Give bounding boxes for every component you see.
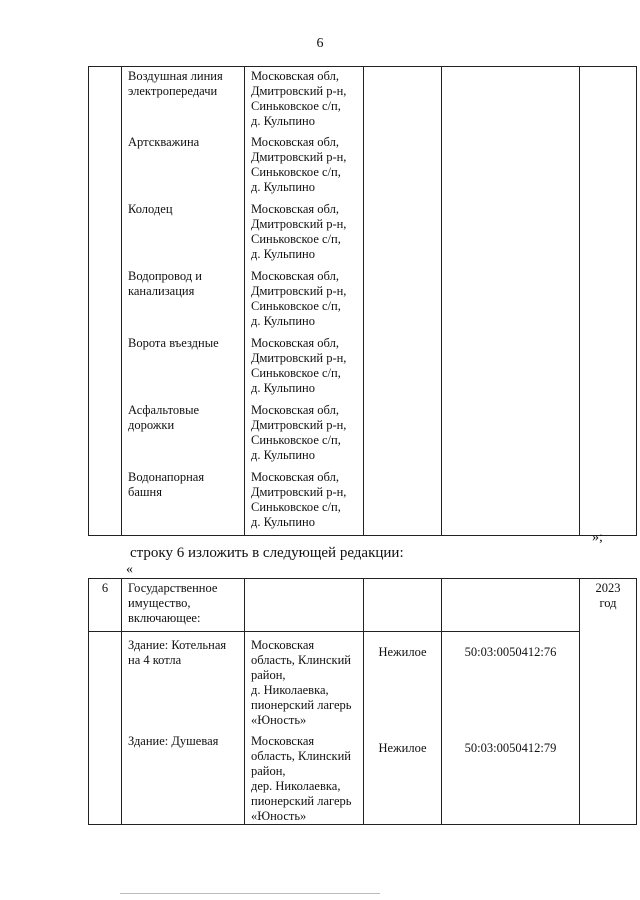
- year-value: 2023: [595, 581, 621, 595]
- type-cell: [364, 67, 442, 536]
- cadastral-cell: [442, 67, 580, 536]
- header-name-cell: Государственное имущество, включающее:: [122, 579, 245, 632]
- address-entry-6: Московская обл, Дмитровский р-н, Синьковское с/п, д. Кульпино: [251, 403, 347, 462]
- item-address-1: Московская область, Клинский район, д. Николаевка, пионерский лагерь «Юность»: [251, 638, 352, 727]
- item-address-2: Московская область, Клинский район, дер. Николаевка, пионерский лагерь «Юность»: [251, 734, 352, 823]
- scan-edge-line: [120, 893, 380, 894]
- name-entry-7: Водонапорная башня: [128, 470, 205, 499]
- item-type-2: Нежилое: [378, 741, 427, 755]
- page-number: 6: [316, 36, 324, 51]
- year-cell: [580, 579, 637, 825]
- name-entry-2: Артскважина: [128, 135, 200, 149]
- items-address-cell: [245, 632, 364, 825]
- open-quote: «: [126, 562, 133, 577]
- row-number-cell: [89, 67, 122, 536]
- name-entry-6: Асфальтовые дорожки: [128, 403, 200, 432]
- name-entry-4: Водопровод и канализация: [128, 269, 202, 298]
- address-entry-1: Московская обл, Дмитровский р-н, Синьковское с/п, д. Кульпино: [251, 69, 347, 128]
- property-table-continuation: [88, 66, 637, 536]
- row-number-continuation: [89, 632, 122, 825]
- items-name-cell: [122, 632, 245, 825]
- items-type-cell: [364, 632, 442, 825]
- header-cadastral-cell: [442, 579, 580, 632]
- name-entry-1: Воздушная линия электропередачи: [128, 69, 223, 98]
- year-cell: [580, 67, 637, 536]
- name-entry-5: Ворота въездные: [128, 336, 219, 350]
- address-entry-5: Московская обл, Дмитровский р-н, Синьковское с/п, д. Кульпино: [251, 336, 347, 395]
- item-name-1: Здание: Котельная на 4 котла: [128, 638, 227, 667]
- items-cadastral-cell: [442, 632, 580, 825]
- instruction-text: строку 6 изложить в следующей редакции:: [130, 545, 404, 561]
- names-cell: [122, 67, 245, 536]
- row-number: 6: [89, 579, 122, 632]
- item-cadastral-2: 50:03:0050412:79: [464, 741, 557, 755]
- item-name-2: Здание: Душевая: [128, 734, 219, 748]
- addresses-cell: [245, 67, 364, 536]
- header-type-cell: [364, 579, 442, 632]
- closing-quote: »;: [592, 530, 603, 545]
- property-table-row-6: [88, 578, 637, 825]
- address-entry-3: Московская обл, Дмитровский р-н, Синьковское с/п, д. Кульпино: [251, 202, 347, 261]
- name-entry-3: Колодец: [128, 202, 173, 216]
- address-entry-2: Московская обл, Дмитровский р-н, Синьковское с/п, д. Кульпино: [251, 135, 347, 194]
- year-unit: год: [599, 596, 617, 610]
- header-address-cell: [245, 579, 364, 632]
- item-type-1: Нежилое: [378, 645, 427, 659]
- address-entry-4: Московская обл, Дмитровский р-н, Синьковское с/п, д. Кульпино: [251, 269, 347, 328]
- item-cadastral-1: 50:03:0050412:76: [464, 645, 557, 659]
- address-entry-7: Московская обл, Дмитровский р-н, Синьковское с/п, д. Кульпино: [251, 470, 347, 529]
